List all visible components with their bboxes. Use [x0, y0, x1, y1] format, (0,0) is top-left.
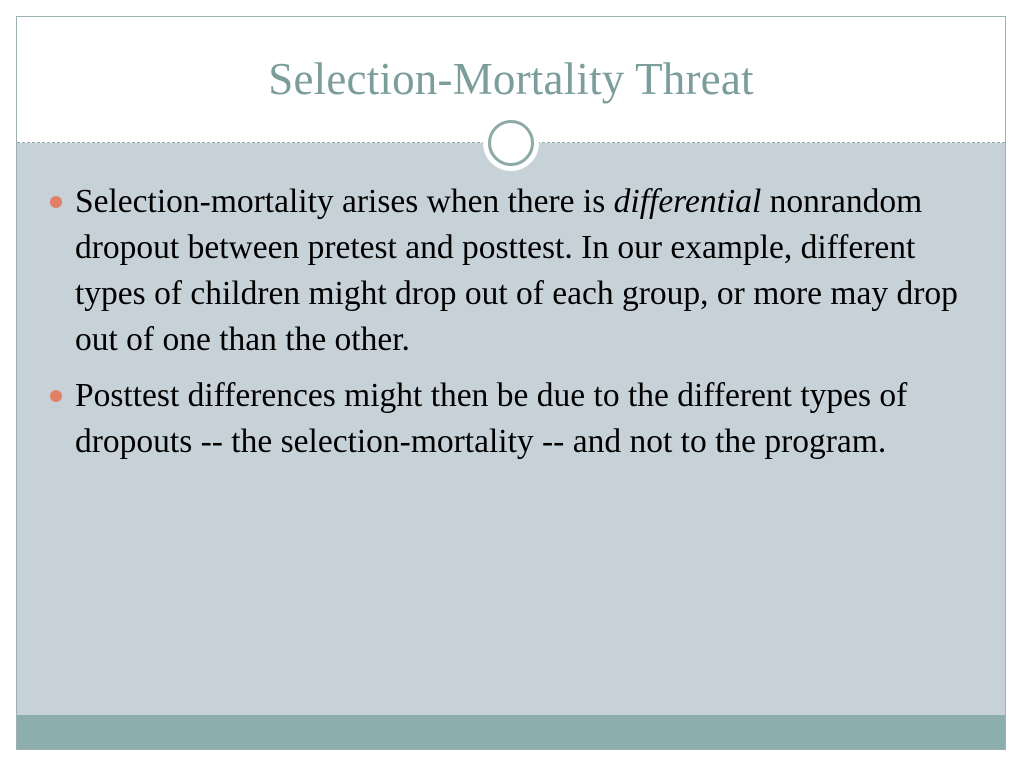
slide [16, 16, 1006, 750]
footer-band [17, 715, 1005, 749]
bullet-item-2 [47, 373, 982, 465]
bullet-1-text-start: Selection-mortality arises when there is [75, 183, 614, 220]
slide-content [47, 179, 982, 475]
bullet-dot-icon [50, 196, 62, 208]
bullet-1-emphasis: differential [613, 183, 762, 220]
circle-ring [488, 120, 534, 166]
bullet-2-text: Posttest differences might then be due to the different types of dropouts -- the selection-mortality -- and not to the program. [75, 377, 908, 460]
bullet-item-1 [47, 179, 982, 363]
bullet-1-text-end: nonrandom dropout between pretest and posttest. In our example, different types of children might drop out of each group, or more may drop out of one than the other. [75, 183, 958, 358]
bullet-list [47, 179, 982, 465]
slide-title: Selection-Mortality Threat [268, 54, 754, 104]
circle-ornament-icon [483, 115, 539, 171]
bullet-dot-icon [50, 390, 62, 402]
